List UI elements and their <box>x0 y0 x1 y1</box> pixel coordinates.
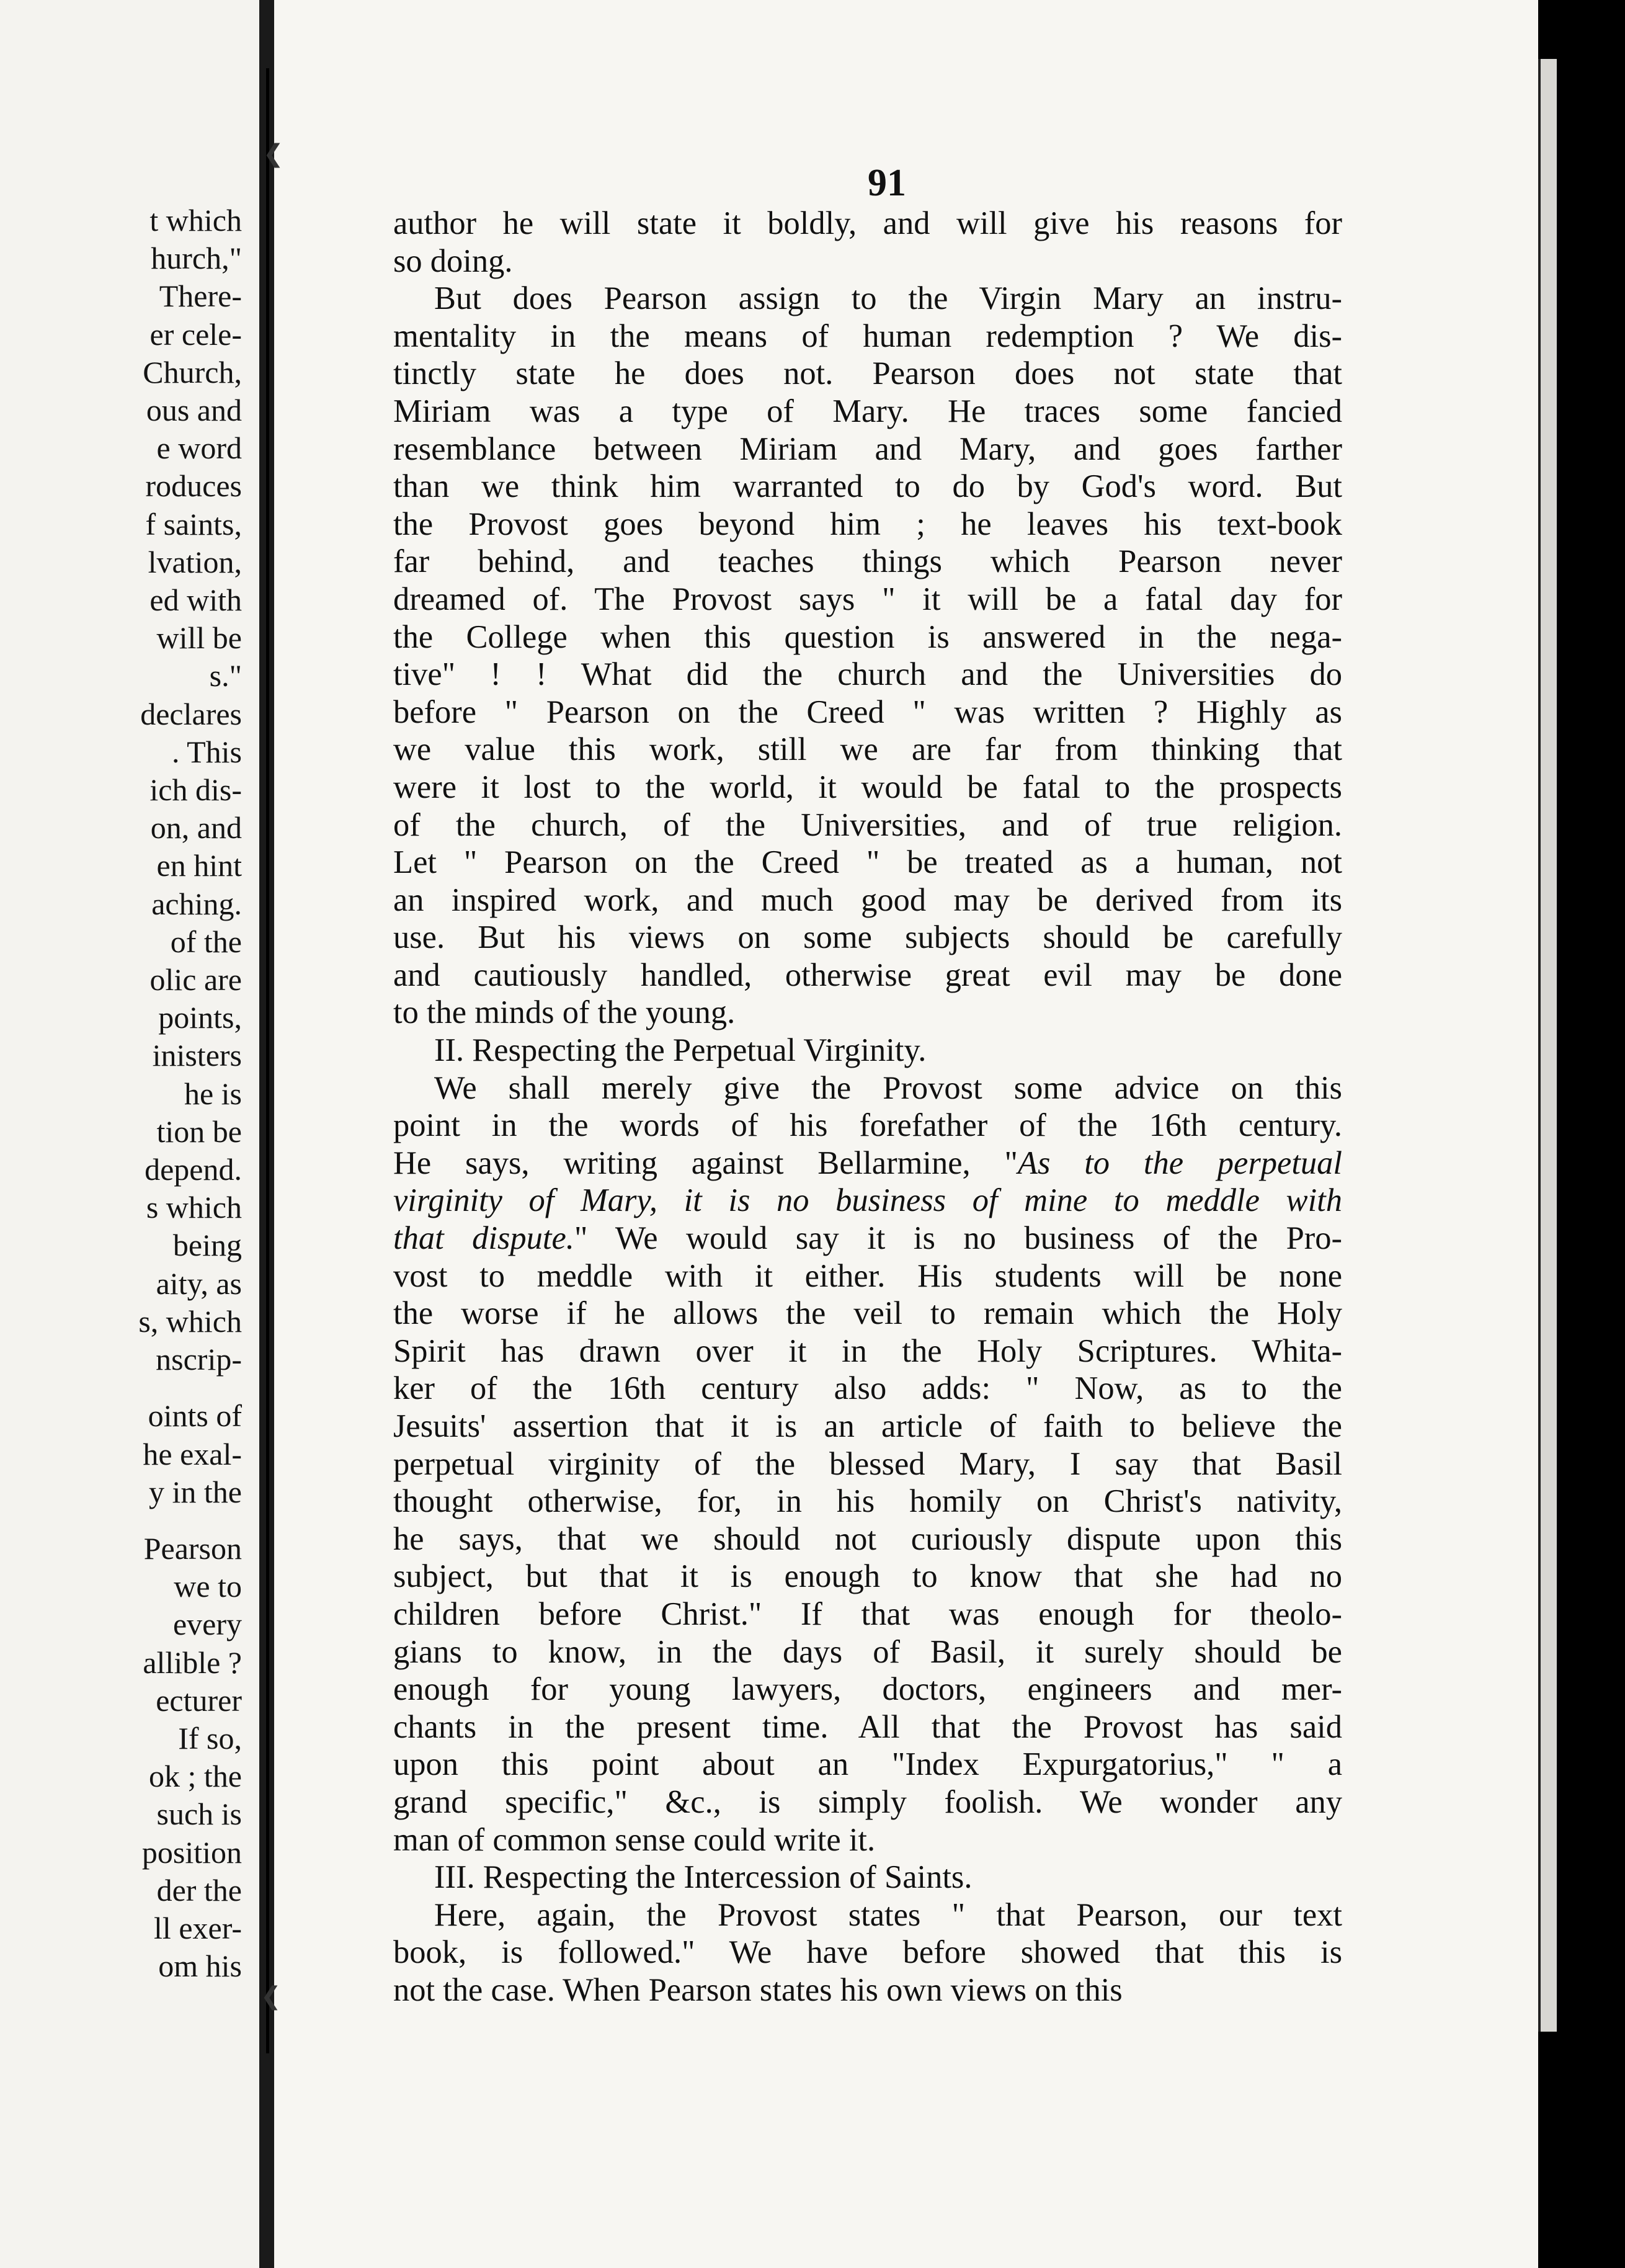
text-line: gians to know, in the days of Basil, it surely should be <box>393 1633 1342 1670</box>
text-line: vost to meddle with it either. His students will be none <box>393 1257 1342 1294</box>
text-line: and cautiously handled, otherwise great evil may be done <box>393 957 1342 993</box>
left-page-line: ll exer- <box>154 1910 242 1945</box>
text-line: upon this point about an "Index Expurgatorius," " a <box>393 1746 1342 1783</box>
text-line: Here, again, the Provost states " that Pearson, our text <box>434 1896 1342 1933</box>
text-line: use. But his views on some subjects should be carefully <box>393 919 1342 956</box>
text-line: we value this work, still we are far from thinking that <box>393 731 1342 768</box>
text-line: Jesuits' assertion that it is an article of faith to believe the <box>393 1408 1342 1444</box>
gutter-shadow <box>266 68 269 2053</box>
left-page-line: oints of <box>148 1398 242 1434</box>
binding-clip-bottom: ❮ <box>260 1982 282 2011</box>
left-page-line: depend. <box>145 1152 242 1187</box>
text-line: ker of the 16th century also adds: " Now, as to the <box>393 1370 1342 1407</box>
paragraph <box>393 280 1342 1032</box>
text-line: the worse if he allows the veil to remain which the Holy <box>393 1295 1342 1332</box>
left-page-line: s." <box>209 658 242 694</box>
page-edge <box>1538 59 1557 2032</box>
left-page-line: der the <box>156 1872 242 1908</box>
left-page-text <box>0 202 242 1985</box>
left-page-line: points, <box>158 1000 242 1035</box>
left-page-line: aity, as <box>156 1266 242 1301</box>
text-line: an inspired work, and much good may be derived from its <box>393 882 1342 918</box>
left-page-line: position <box>141 1834 242 1870</box>
left-page-line: Pearson <box>143 1530 242 1566</box>
left-page-line: being <box>172 1228 242 1263</box>
left-page-line: nscrip- <box>156 1342 242 1377</box>
left-page-line: every <box>172 1607 242 1642</box>
text-line: before " Pearson on the Creed " was written ? Highly as <box>393 694 1342 730</box>
text-line: But does Pearson assign to the Virgin Mary an instru- <box>434 280 1342 317</box>
text-line: man of common sense could write it. <box>393 1821 876 1858</box>
text-line: children before Christ." If that was enough for theolo- <box>393 1596 1342 1632</box>
left-page-line: inisters <box>152 1038 242 1073</box>
text-line: the College when this question is answered in the nega- <box>393 618 1342 655</box>
text-line: tive" ! ! What did the church and the Universities do <box>393 656 1342 693</box>
text-line: thought otherwise, for, in his homily on Christ's nativity, <box>393 1483 1342 1520</box>
left-page-line: t which <box>149 203 242 238</box>
left-page-line: such is <box>156 1797 242 1832</box>
text-line: he says, that we should not curiously dispute upon this <box>393 1520 1342 1557</box>
left-page-line: en hint <box>156 848 242 883</box>
text-line: book, is followed." We have before showed that this is <box>393 1934 1342 1971</box>
left-page-line <box>0 1511 242 1530</box>
left-page-line: ecturer <box>156 1682 242 1718</box>
text-line: We shall merely give the Provost some advice on this <box>434 1069 1342 1106</box>
left-page-line: tion be <box>156 1114 242 1149</box>
left-page-line: y in the <box>149 1474 242 1509</box>
left-page-line: . This <box>172 734 242 769</box>
left-facing-page <box>0 0 259 2268</box>
text-line: perpetual virginity of the blessed Mary, I say that Basil <box>393 1445 1342 1482</box>
text-line: not the case. When Pearson states his own views on this <box>393 1971 1123 2008</box>
text-line: Miriam was a type of Mary. He traces some fancied <box>393 393 1342 429</box>
page-number: 91 <box>868 162 906 204</box>
left-page-line: will be <box>156 620 242 656</box>
left-page-line: we to <box>174 1569 242 1604</box>
left-page-line: declares <box>140 696 242 731</box>
left-page-line: on, and <box>150 810 242 846</box>
left-page-line: s which <box>146 1190 242 1225</box>
left-page-line: hurch," <box>151 241 242 276</box>
left-page-line: ous and <box>146 393 242 428</box>
text-line: so doing. <box>393 243 513 279</box>
left-page-line: s, which <box>138 1303 242 1339</box>
text-line: resemblance between Miriam and Mary, and goes farther <box>393 431 1342 467</box>
left-page-line: f saints, <box>145 506 242 542</box>
left-page-line <box>0 1378 242 1397</box>
text-line: enough for young lawyers, doctors, engineers and mer- <box>393 1671 1342 1708</box>
text-line: dreamed of. The Provost says " it will be a fatal day for <box>393 581 1342 617</box>
left-page-line: aching. <box>151 886 242 921</box>
text-line: II. Respecting the Perpetual Virginity. <box>434 1032 927 1069</box>
left-page-line: There- <box>159 279 242 314</box>
left-page-line: allible ? <box>143 1645 242 1680</box>
left-page-line: olic are <box>149 962 242 998</box>
left-page-line: lvation, <box>148 544 242 579</box>
text-line: virginity of Mary, it is no business of mine to meddle with <box>393 1182 1342 1219</box>
text-line: were it lost to the world, it would be fatal to the prospects <box>393 769 1342 805</box>
left-page-line: he is <box>184 1076 242 1111</box>
left-page-line: roduces <box>145 468 242 504</box>
text-line: author he will state it boldly, and will give his reasons for <box>393 205 1342 241</box>
text-line: to the minds of the young. <box>393 994 736 1031</box>
text-line: grand specific," &c., is simply foolish. We wonder any <box>393 1784 1342 1820</box>
left-page-line: of the <box>170 924 242 959</box>
text-line: subject, but that it is enough to know that she had no <box>393 1558 1342 1595</box>
left-page-line: e word <box>156 431 242 466</box>
left-page-line: ok ; the <box>149 1759 242 1794</box>
left-page-line: om his <box>158 1949 242 1984</box>
left-page-line: If so, <box>178 1720 242 1756</box>
page-body-text <box>393 205 1342 2009</box>
text-line: mentality in the means of human redemption ? We dis- <box>393 318 1342 354</box>
paragraph <box>393 1069 1342 1859</box>
text-line: Spirit has drawn over it in the Holy Scriptures. Whita- <box>393 1333 1342 1369</box>
text-line: chants in the present time. All that the Provost has said <box>393 1708 1342 1745</box>
section-heading <box>393 1859 1342 1896</box>
text-line: of the church, of the Universities, and of true religion. <box>393 806 1342 843</box>
binding-clip-top: ❮ <box>263 140 284 168</box>
section-heading <box>393 1032 1342 1069</box>
text-line: that dispute." We would say it is no business of the Pro- <box>393 1220 1342 1257</box>
text-line: point in the words of his forefather of the 16th century. <box>393 1107 1342 1144</box>
left-page-line: er cele- <box>149 316 242 352</box>
left-page-line: ed with <box>149 583 242 618</box>
text-line: than we think him warranted to do by God's word. But <box>393 468 1342 505</box>
text-line: He says, writing against Bellarmine, "As to the perpetual <box>393 1145 1342 1181</box>
text-line: III. Respecting the Intercession of Saints. <box>434 1859 973 1896</box>
text-line: Let " Pearson on the Creed " be treated as a human, not <box>393 844 1342 881</box>
paragraph <box>393 1896 1342 2009</box>
left-page-line: ich dis- <box>149 772 242 808</box>
text-line: far behind, and teaches things which Pearson never <box>393 543 1342 580</box>
left-page-line: he exal- <box>143 1436 242 1471</box>
text-line: tinctly state he does not. Pearson does not state that <box>393 355 1342 392</box>
left-page-line: Church, <box>143 354 242 390</box>
paragraph <box>393 205 1342 280</box>
text-line: the Provost goes beyond him ; he leaves his text-book <box>393 506 1342 542</box>
